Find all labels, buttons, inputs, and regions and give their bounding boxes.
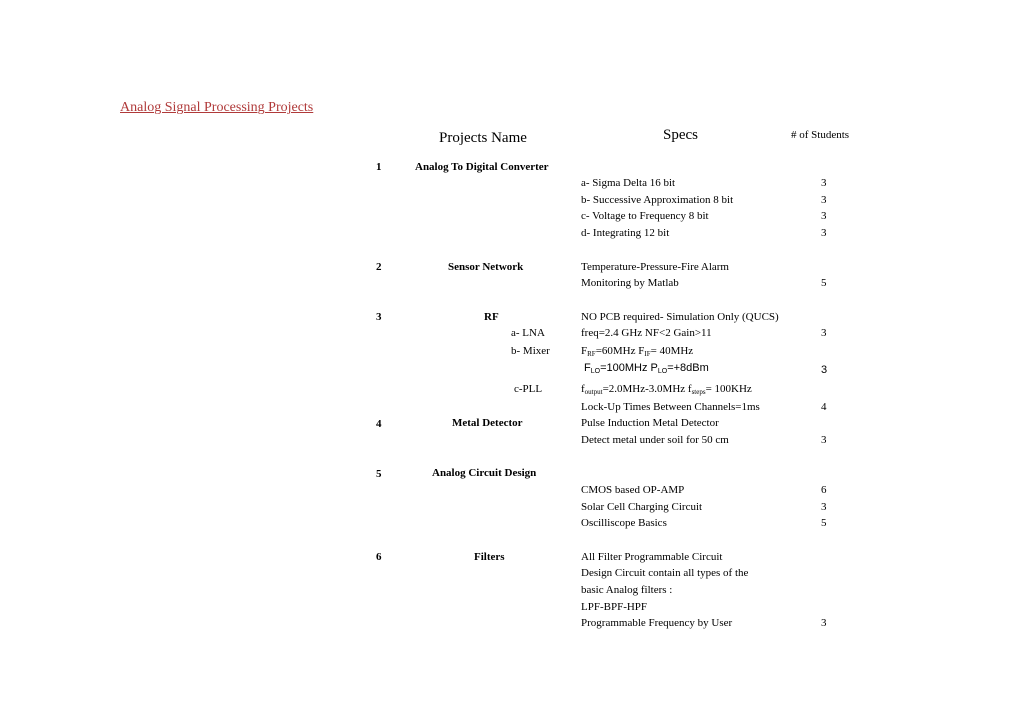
spec-line: a- Sigma Delta 16 bit [581,177,676,189]
spec-line: Monitoring by Matlab [581,277,679,289]
student-count: 5 [821,517,827,529]
header-students: # of Students [791,129,850,141]
student-count: 3 [821,617,827,629]
spec-line: Solar Cell Charging Circuit [581,501,703,513]
spec-line: All Filter Programmable Circuit [581,551,723,563]
project-number: 5 [376,468,382,480]
document-title: Analog Signal Processing Projects [120,100,314,115]
spec-line-mixer-freq: $F_{RF}=60MHz$ $F_{IF}= 40MHz$ [581,345,694,358]
project-number: 6 [376,551,382,563]
student-count: 3 [821,210,827,222]
spec-line: Pulse Induction Metal Detector [581,417,719,429]
student-count: 5 [821,277,827,289]
student-count: 3 [821,501,827,513]
student-count: 3 [821,434,827,446]
project-number: 4 [376,418,382,430]
spec-line: Design Circuit contain all types of the [581,567,749,579]
sub-item-label: a- LNA [511,327,545,339]
header-projects-name: Projects Name [439,130,527,146]
spec-line: Programmable Frequency by User [581,617,733,629]
student-count: 6 [821,484,827,496]
project-name: Sensor Network [448,261,524,273]
project-name: Analog To Digital Converter [415,161,549,173]
sub-item-label: c-PLL [514,383,543,395]
project-number: 2 [376,261,382,273]
student-count: 3 [821,327,827,339]
spec-line: c- Voltage to Frequency 8 bit [581,210,709,222]
spec-line-pll: $f_{output}=2.0MHz-3.0MHz$ $f_{steps}= 100KHz$ [581,383,752,396]
project-name: Metal Detector [452,417,523,429]
spec-line: Lock-Up Times Between Channels=1ms [581,401,760,413]
spec-line: Temperature-Pressure-Fire Alarm [581,261,729,273]
spec-line: Oscilliscope Basics [581,517,667,529]
spec-line: freq=2.4 GHz NF<2 Gain>11 [581,327,712,339]
sub-item-label: b- Mixer [511,345,550,357]
project-number: 3 [376,311,382,323]
student-count: 3 [821,227,827,239]
project-name: RF [484,311,499,323]
project-number: 1 [376,161,382,173]
spec-line: LPF-BPF-HPF [581,601,648,613]
spec-line: b- Successive Approximation 8 bit [581,194,734,206]
spec-line: basic Analog filters : [581,584,673,596]
spec-line: NO PCB required- Simulation Only (QUCS) [581,311,779,323]
student-count: 4 [821,401,827,413]
header-specs: Specs [663,127,698,143]
student-count: 3 [821,364,828,376]
student-count: 3 [821,177,827,189]
spec-line: d- Integrating 12 bit [581,227,670,239]
project-name: Analog Circuit Design [432,467,537,479]
project-name: Filters [474,551,505,563]
spec-line-mixer-lo: $F_{LO}=100MHz$ $P_{LO}=+8dBm$ [584,362,709,375]
spec-line: CMOS based OP-AMP [581,484,685,496]
student-count: 3 [821,194,827,206]
spec-line: Detect metal under soil for 50 cm [581,434,729,446]
